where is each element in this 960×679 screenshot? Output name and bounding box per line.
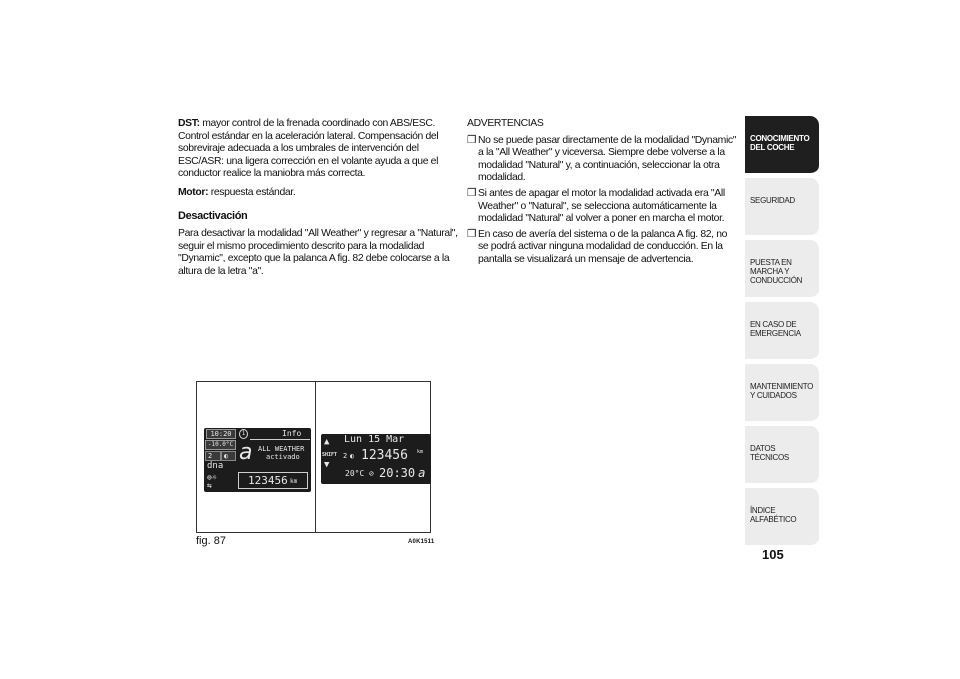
settings-icon: ⊜☼ xyxy=(207,473,217,482)
motor-text: respuesta estándar. xyxy=(208,186,296,198)
clock-tile: 10:20 xyxy=(206,429,236,439)
odometer-unit: km xyxy=(290,478,298,485)
checkbox-bullet-icon: ❒ xyxy=(467,134,476,146)
shift-label: SHIFT xyxy=(322,452,338,458)
date-display: Lun 15 Mar xyxy=(344,434,405,445)
temperature-tile: -10.0°C xyxy=(205,440,236,450)
mode-letter: a xyxy=(418,466,426,480)
mode-letter: a xyxy=(239,440,253,465)
mode-name: ALL WEATHER xyxy=(258,445,305,453)
instrument-display-left xyxy=(204,428,311,492)
tab-puesta-en-marcha[interactable]: PUESTA EN MARCHA Y CONDUCCIÓN xyxy=(745,240,819,299)
dna-label: dna xyxy=(207,461,224,471)
gear-number: 2 xyxy=(208,452,213,460)
outside-temperature: 20°C xyxy=(345,469,365,478)
shift-up-icon: ▲ xyxy=(324,437,330,447)
info-number-icon: 1 xyxy=(239,429,248,439)
instrument-display-right xyxy=(321,434,431,484)
dst-label: DST: xyxy=(178,118,200,129)
headlight-icon: ◐ xyxy=(350,452,355,460)
tab-mantenimiento[interactable]: MANTENIMIENTO Y CUIDADOS xyxy=(745,364,819,423)
tab-conocimiento-del-coche[interactable]: CONOCIMIENTO DEL COCHE xyxy=(745,116,819,175)
shift-down-icon: ▼ xyxy=(324,460,330,470)
deactivation-text: Para desactivar la modalidad "All Weather" y regresar a "Natural", seguir el mismo procedimiento descrito para la modalidad "Dynamic", excepto que la palanca A fig. 82 debe colocarse a la altura de la letra "a". xyxy=(178,228,458,277)
tab-seguridad[interactable]: SEGURIDAD xyxy=(745,178,819,237)
checkbox-bullet-icon: ❒ xyxy=(467,228,476,240)
left-column xyxy=(178,118,458,285)
warning-text: En caso de avería del sistema o de la palanca A fig. 82, no se podrá activar ninguna modalidad de conducción. En la pantalla se visualizará un mensaje de advertencia. xyxy=(478,228,728,265)
dst-text: mayor control de la frenada coordinado con ABS/ESC. Control estándar en la aceleración lateral. Compensación del sobreviraje adecuada a los umbrales de intervención del ESC/ASR: una ligera corrección en el volante ayuda a que el conductor realice la maniobra más correcta. xyxy=(178,118,439,180)
checkbox-bullet-icon: ❒ xyxy=(467,187,476,199)
headlight-icon: ◐ xyxy=(224,452,229,460)
figure-divider xyxy=(315,382,316,532)
motor-paragraph xyxy=(178,187,458,200)
dst-paragraph xyxy=(178,118,458,181)
tab-datos-tecnicos[interactable]: DATOS TÉCNICOS xyxy=(745,426,819,485)
odometer-value: 123456 xyxy=(248,474,288,487)
info-label: Info xyxy=(282,429,302,438)
tab-indice-alfabetico[interactable]: ÍNDICE ALFABÉTICO xyxy=(745,488,819,547)
warning-item xyxy=(467,188,739,226)
clock-icon: ⊘ xyxy=(369,469,374,478)
warnings-title: ADVERTENCIAS xyxy=(467,118,544,129)
figure-code: A0K1511 xyxy=(408,539,435,545)
odometer-value: 123456 xyxy=(361,448,408,463)
warning-text: Si antes de apagar el motor la modalidad activada era "All Weather" o "Natural", se selecciona automáticamente la modalidad "Natural" al volver a poner en marcha el motor. xyxy=(478,187,725,225)
warnings-list xyxy=(467,135,739,267)
tab-en-caso-de-emergencia[interactable]: EN CASO DE EMERGENCIA xyxy=(745,302,819,361)
gear-number: 2 xyxy=(343,452,348,460)
seatbelt-icon: ⇆ xyxy=(207,481,212,490)
clock-display: 20:30 xyxy=(379,466,416,480)
figure-caption: fig. 87 xyxy=(196,535,226,547)
warning-item xyxy=(467,135,739,185)
motor-label: Motor: xyxy=(178,186,209,198)
warning-text: No se puede pasar directamente de la modalidad "Dynamic" a la "All Weather" y viceversa. Siempre debe volverse a la modalidad "Natural" y, a continuación, seleccionar la otra modalidad. xyxy=(478,134,737,184)
mode-status: activado xyxy=(266,453,300,461)
page-number: 105 xyxy=(762,547,784,562)
warning-item xyxy=(467,229,739,267)
figure-87 xyxy=(196,381,431,533)
info-underline xyxy=(250,439,310,440)
odometer-unit: km xyxy=(417,449,424,455)
right-column xyxy=(467,118,739,270)
deactivation-heading: Desactivación xyxy=(178,209,248,222)
